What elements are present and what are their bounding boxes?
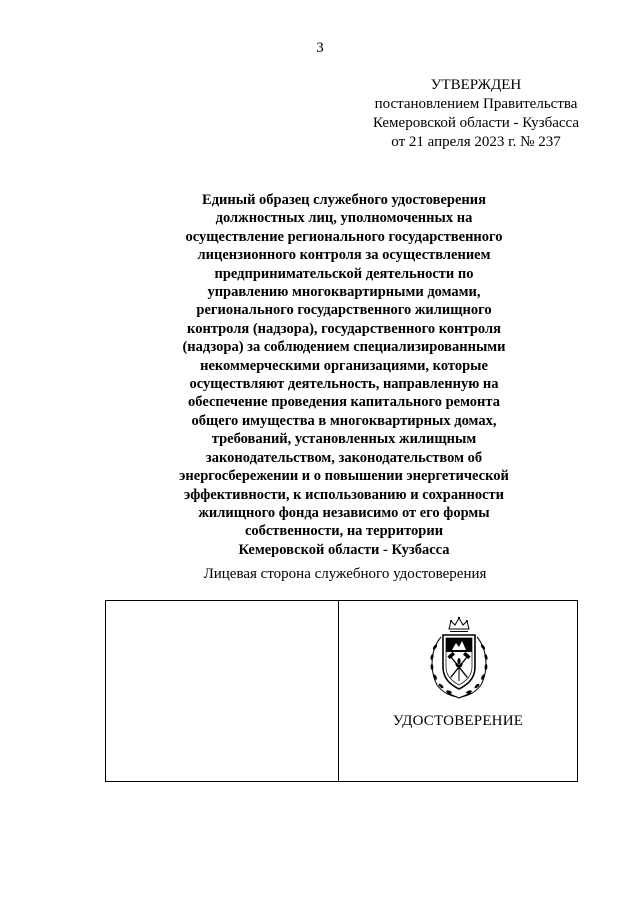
- card-side-caption: Лицевая сторона служебного удостоверения: [203, 566, 487, 582]
- title-line: обеспечение проведения капитального ремонта: [188, 394, 500, 411]
- page-number: 3: [316, 40, 324, 56]
- title-line: законодательством, законодательством об: [205, 449, 483, 466]
- title-line: эффективности, к использованию и сохранности: [184, 486, 504, 503]
- title-line: Кемеровской области - Кузбасса: [238, 541, 450, 558]
- title-line: осуществляют деятельность, направленную на: [189, 376, 499, 393]
- title-line: осуществление регионального государственного: [185, 228, 503, 245]
- title-line: общего имущества в многоквартирных домах,: [191, 412, 497, 429]
- title-line: предпринимательской деятельности по: [214, 265, 474, 282]
- title-line: собственности, на территории: [244, 523, 444, 540]
- card-title: УДОСТОВЕРЕНИЕ: [392, 713, 524, 729]
- approval-line: УТВЕРЖДЕН: [430, 77, 522, 93]
- kuzbass-coat-of-arms-icon: [423, 615, 495, 699]
- title-line: жилищного фонда независимо от его формы: [198, 504, 490, 521]
- title-line: Единый образец служебного удостоверения: [202, 192, 486, 208]
- document-title: [150, 191, 538, 559]
- title-line: (надзора) за соблюдением специализированными: [182, 339, 506, 356]
- approval-stamp: [356, 76, 596, 152]
- approval-line: Кемеровской области - Кузбасса: [372, 115, 580, 131]
- title-line: контроля (надзора), государственного контроля: [187, 320, 501, 337]
- card-left-panel: [106, 601, 339, 781]
- title-line: регионального государственного жилищного: [196, 302, 492, 319]
- title-line: управлению многоквартирными домами,: [207, 284, 481, 301]
- approval-line: постановлением Правительства: [374, 96, 578, 112]
- title-line: энергосбережении и о повышении энергетической: [179, 468, 509, 485]
- id-card-front: [105, 600, 578, 782]
- approval-line: от 21 апреля 2023 г. № 237: [391, 134, 561, 150]
- title-line: некоммерческими организациями, которые: [200, 357, 488, 374]
- card-right-panel: [339, 601, 577, 781]
- title-line: лицензионного контроля за осуществлением: [197, 247, 491, 264]
- title-line: должностных лиц, уполномоченных на: [215, 210, 473, 227]
- title-line: требований, установленных жилищным: [211, 431, 477, 448]
